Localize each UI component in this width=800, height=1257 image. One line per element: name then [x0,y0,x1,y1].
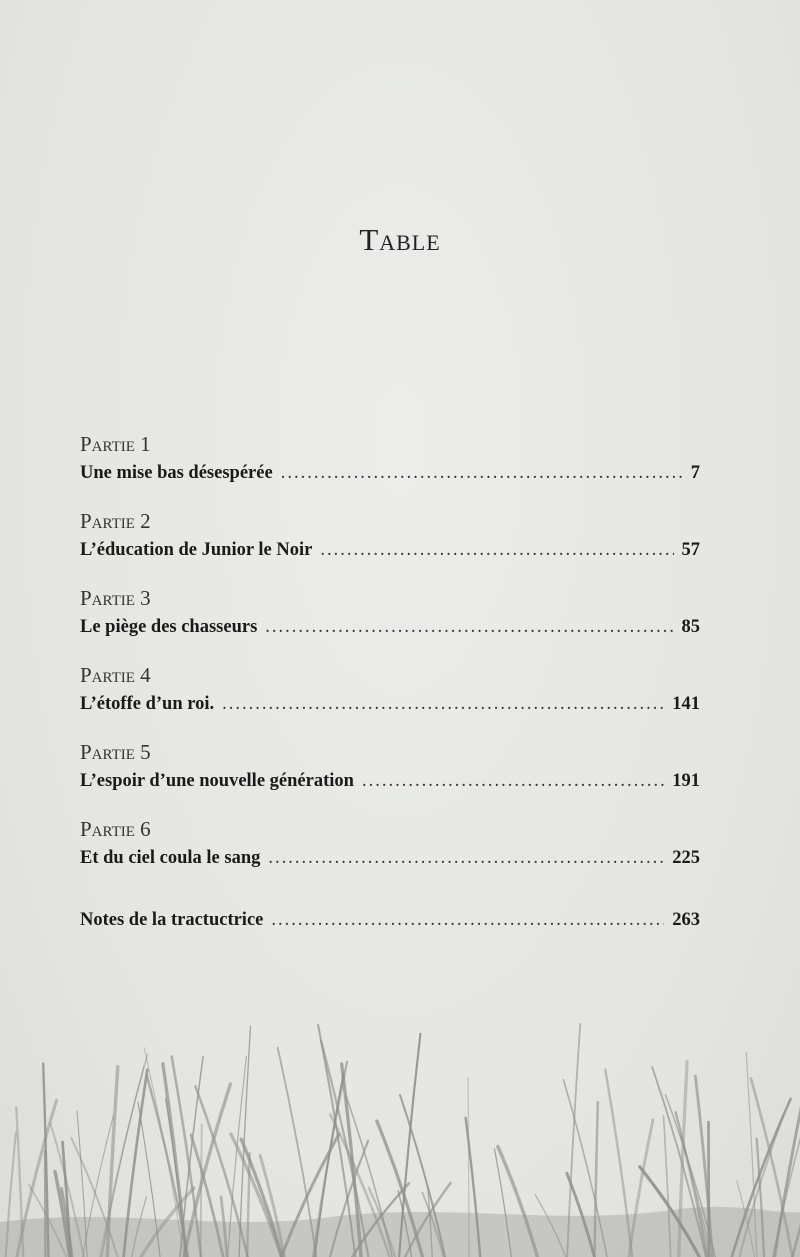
page-number: 141 [672,694,700,714]
part-label: Partie 2 [80,509,151,533]
dot-leader [362,766,664,796]
chapter-title: L’espoir d’une nouvelle génération [80,771,354,791]
toc-entry[interactable] [80,458,700,488]
part-label: Partie 1 [80,432,151,456]
toc-part-3 [80,584,700,642]
dot-leader [320,535,673,565]
page-title: Table [359,222,441,257]
page-number: 263 [672,910,700,930]
toc-entry[interactable] [80,843,700,873]
toc-part-5 [80,738,700,796]
part-label: Partie 5 [80,740,151,764]
part-label: Partie 3 [80,586,151,610]
page-number: 7 [690,463,700,483]
chapter-title: L’éducation de Junior le Noir [80,540,313,560]
dot-leader [265,612,673,642]
toc-part-6 [80,815,700,873]
toc-entry[interactable] [80,535,700,565]
dot-leader [268,843,664,873]
grass-illustration [0,1017,800,1257]
chapter-title: Le piège des chasseurs [80,617,258,637]
chapter-title: L’étoffe d’un roi. [80,694,215,714]
dot-leader [222,689,664,719]
toc-entry[interactable] [80,612,700,642]
toc-entry[interactable] [80,766,700,796]
dot-leader [271,905,664,935]
toc-entry-notes[interactable] [80,905,700,935]
part-label: Partie 4 [80,663,151,687]
part-label: Partie 6 [80,817,151,841]
page-number: 57 [681,540,700,560]
chapter-title: Une mise bas désespérée [80,463,273,483]
page-number: 225 [672,848,700,868]
dot-leader [281,458,683,488]
toc-entry[interactable] [80,689,700,719]
toc-part-4 [80,661,700,719]
page-number: 85 [681,617,700,637]
toc-part-1 [80,430,700,488]
page-number: 191 [672,771,700,791]
notes-title: Notes de la tractuctrice [80,910,264,930]
toc-part-2 [80,507,700,565]
table-of-contents [80,430,700,954]
chapter-title: Et du ciel coula le sang [80,848,261,868]
